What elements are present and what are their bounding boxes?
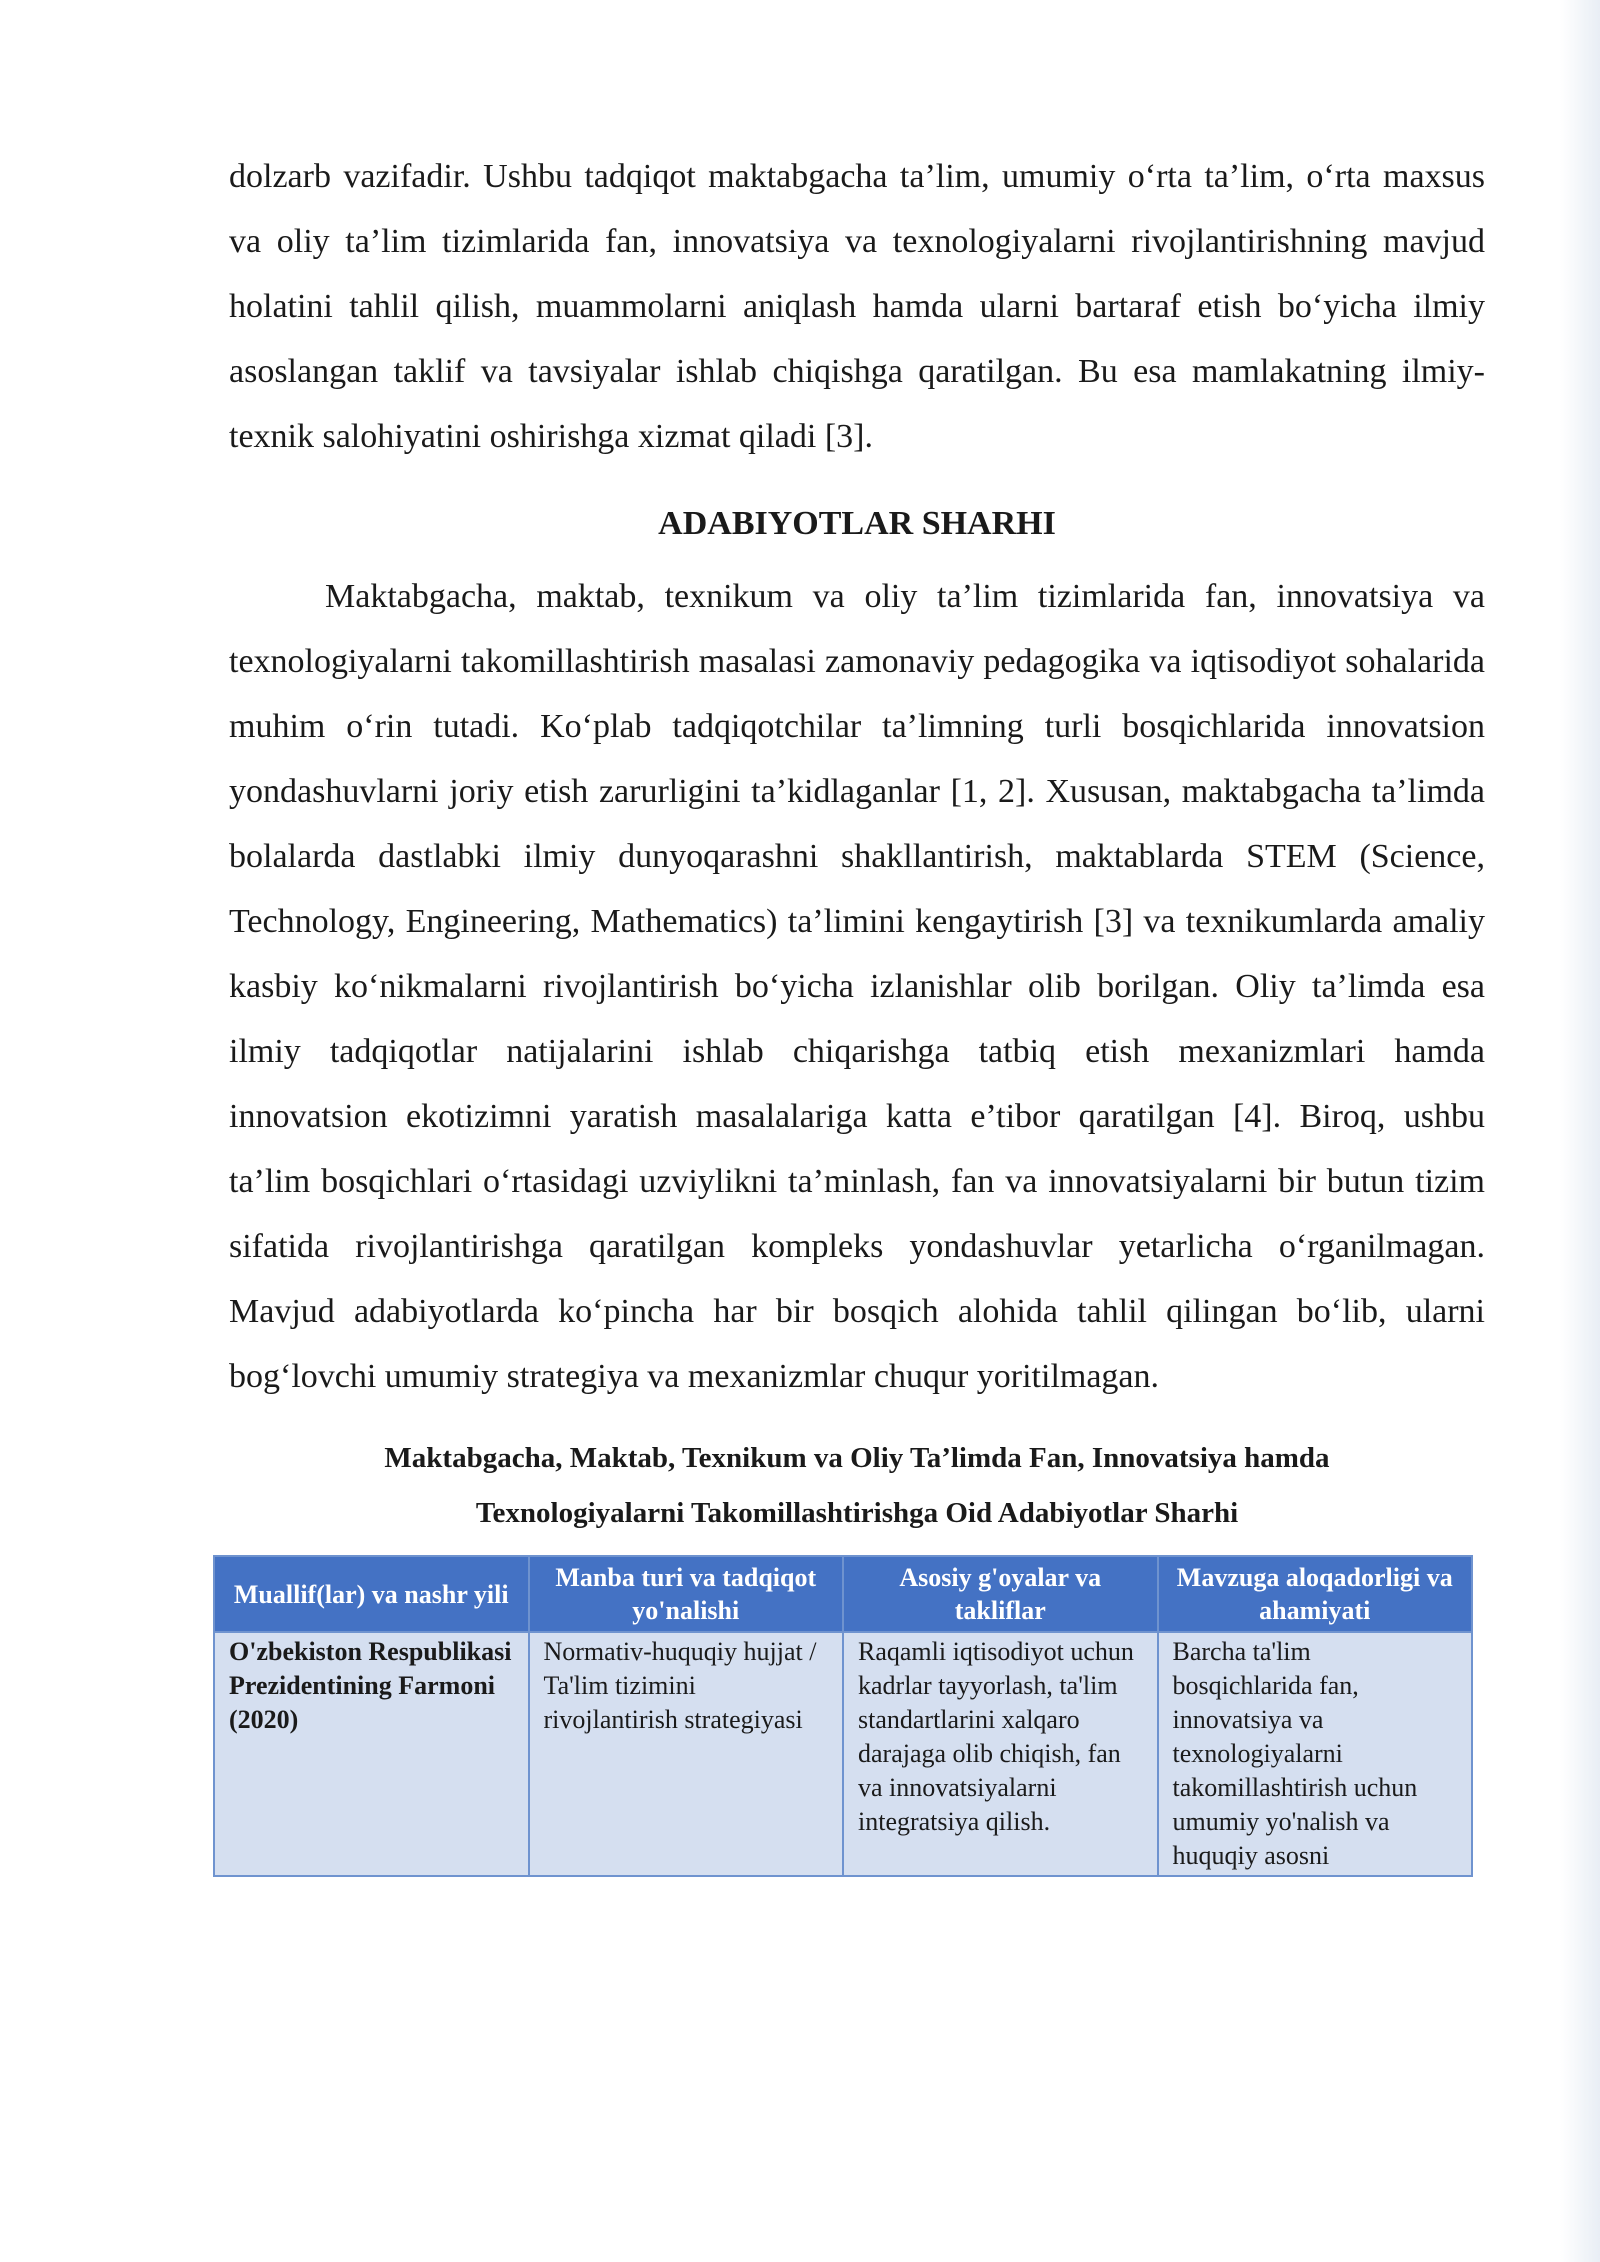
header-relevance: Mavzuga aloqadorligi va ahamiyati: [1158, 1556, 1473, 1632]
page-content: [229, 144, 1485, 1877]
intro-paragraph: dolzarb vazifadir. Ushbu tadqiqot maktabgacha ta’lim, umumiy o‘rta ta’lim, o‘rta maxsus va oliy ta’lim tizimlarida fan, innovatsiya va texnologiyalarni rivojlantirishning mavjud holatini tahlil qilish, muammolarni aniqlash hamda ularni bartaraf etish bo‘yicha ilmiy asoslangan taklif va tavsiyalar ishlab chiqishga qaratilgan. Bu esa mamlakatning ilmiy-texnik salohiyatini oshirishga xizmat qiladi [3].: [229, 158, 1485, 455]
header-authors: Muallif(lar) va nashr yili: [214, 1556, 529, 1632]
cell-source-type: Normativ-huquqiy hujjat / Ta'lim tizimini rivojlantirish strategiyasi: [529, 1632, 844, 1876]
table-caption: [229, 1431, 1485, 1541]
cell-main-ideas: Raqamli iqtisodiyot uchun kadrlar tayyorlash, ta'lim standartlarini xalqaro darajaga olib chiqish, fan va innovatsiyalarni integratsiya qilish.: [843, 1632, 1158, 1876]
header-main-ideas: Asosiy g'oyalar va takliflar: [843, 1556, 1158, 1632]
header-source-type: Manba turi va tadqiqot yo'nalishi: [529, 1556, 844, 1632]
cell-authors: O'zbekiston Respublikasi Prezidentining Farmoni (2020): [214, 1632, 529, 1876]
cell-relevance: Barcha ta'lim bosqichlarida fan, innovatsiya va texnologiyalarni takomillashtirish uchun umumiy yo'nalish va huquqiy asosni: [1158, 1632, 1473, 1876]
table-caption-line-2: Texnologiyalarni Takomillashtirishga Oid Adabiyotlar Sharhi: [475, 1497, 1239, 1529]
page-edge-shadow: [1560, 0, 1600, 2262]
table-row: [214, 1632, 1472, 1876]
table-caption-line-1: Maktabgacha, Maktab, Texnikum va Oliy Ta’limda Fan, Innovatsiya hamda: [384, 1442, 1330, 1474]
section-heading: ADABIYOTLAR SHARHI: [658, 505, 1056, 542]
table-header-row: [214, 1556, 1472, 1632]
literature-table: [213, 1555, 1473, 1877]
literature-review-paragraph: Maktabgacha, maktab, texnikum va oliy ta’lim tizimlarida fan, innovatsiya va texnologiyalarni takomillashtirish masalasi zamonaviy pedagogika va iqtisodiyot sohalarida muhim o‘rin tutadi. Ko‘plab tadqiqotchilar ta’limning turli bosqichlarida innovatsion yondashuvlarni joriy etish zarurligini ta’kidlaganlar [1, 2]. Xususan, maktabgacha ta’limda bolalarda dastlabki ilmiy dunyoqarashni shakllantirish, maktablarda STEM (Science, Technology, Engineering, Mathematics) ta’limini kengaytirish [3] va texnikumlarda amaliy kasbiy ko‘nikmalarni rivojlantirish bo‘yicha izlanishlar olib borilgan. Oliy ta’limda esa ilmiy tadqiqotlar natijalarini ishlab chiqarishga tatbiq etish mexanizmlari hamda innovatsion ekotizimni yaratish masalalariga katta e’tibor qaratilgan [4]. Biroq, ushbu ta’lim bosqichlari o‘rtasidagi uzviylikni ta’minlash, fan va innovatsiyalarni bir butun tizim sifatida rivojlantirishga qaratilgan kompleks yondashuvlar yetarlicha o‘rganilmagan. Mavjud adabiyotlarda ko‘pincha har bir bosqich alohida tahlil qilingan bo‘lib, ularni bog‘lovchi umumiy strategiya va mexanizmlar chuqur yoritilmagan.: [229, 578, 1485, 1395]
